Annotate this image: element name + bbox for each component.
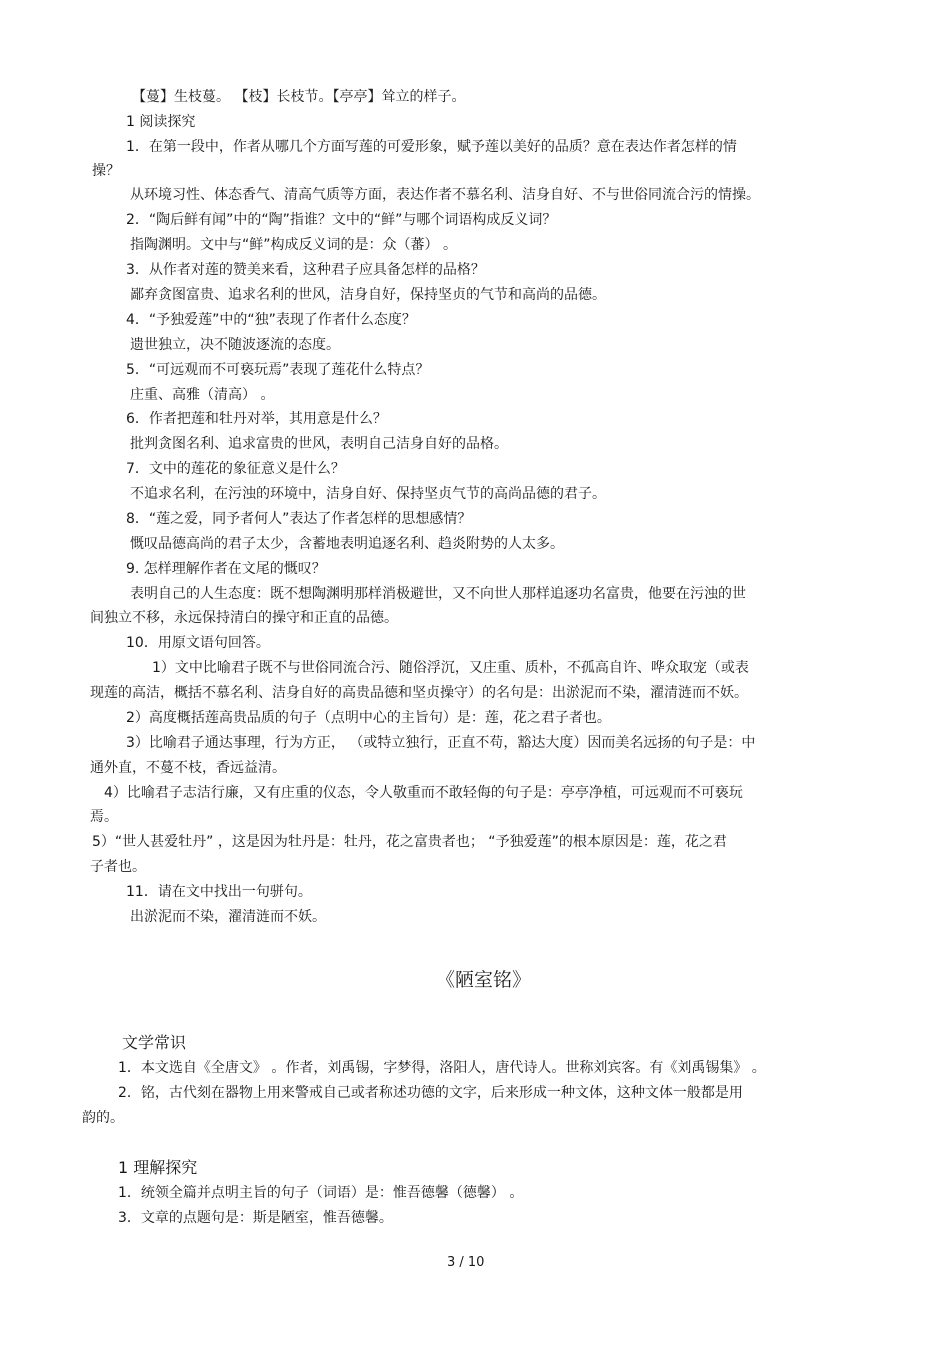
- text-line: 7．文中的莲花的象征意义是什么？: [126, 461, 345, 477]
- section-heading: 1 理解探究: [118, 1158, 198, 1177]
- text-line: 4）比喻君子志洁行廉，又有庄重的仪态，令人敬重而不敢轻侮的句子是：亭亭净植，可远观而不可亵玩: [104, 785, 743, 801]
- text-line: 3）比喻君子通达事理，行为方正， （或特立独行，正直不苟，豁达大度）因而美名远扬的句子是：中: [126, 735, 756, 751]
- text-line: 10．用原文语句回答。: [126, 635, 270, 651]
- section-title: 《陋室铭》: [436, 969, 532, 991]
- section-heading: 文学常识: [122, 1033, 187, 1052]
- text-line: 鄙弃贪图富贵、追求名利的世风，洁身自好，保持坚贞的气节和高尚的品德。: [130, 287, 606, 303]
- text-line: 韵的。: [82, 1110, 124, 1126]
- text-line: 表明自己的人生态度：既不想陶渊明那样消极避世，又不向世人那样追逐功名富贵，他要在污浊的世: [130, 586, 746, 602]
- page-number: 3 / 10: [447, 1255, 485, 1270]
- text-line: 不追求名利，在污浊的环境中，洁身自好、保持坚贞气节的高尚品德的君子。: [130, 486, 606, 502]
- text-line: 5）“世人甚爱牡丹” ，这是因为牡丹是：牡丹，花之富贵者也； “予独爱莲”的根本原因是：莲，花之君: [92, 834, 727, 850]
- text-line: 8．“莲之爱，同予者何人”表达了作者怎样的思想感情？: [126, 511, 472, 527]
- text-line: 1．本文选自《全唐文》 。作者，刘禹锡，字梦得，洛阳人，唐代诗人。世称刘宾客。有《刘禹锡集》 。: [118, 1060, 766, 1076]
- text-line: 3．从作者对莲的赞美来看，这种君子应具备怎样的品格？: [126, 262, 485, 278]
- text-line: 现莲的高洁，概括不慕名利、洁身自好的高贵品德和坚贞操守）的名句是：出淤泥而不染，濯清涟而不妖。: [90, 685, 748, 701]
- text-line: 1．统领全篇并点明主旨的句子（词语）是：惟吾德馨（德馨） 。: [118, 1185, 524, 1201]
- text-line: 2．铭，古代刻在器物上用来警戒自己或者称述功德的文字，后来形成一种文体，这种文体一般都是用: [118, 1085, 743, 1101]
- text-line: 1）文中比喻君子既不与世俗同流合污、随俗浮沉，又庄重、质朴，不孤高自许、哗众取宠（或表: [152, 660, 749, 676]
- text-line: 3．文章的点题句是：斯是陋室，惟吾德馨。: [118, 1210, 393, 1226]
- text-line: 焉。: [90, 809, 118, 825]
- text-line: 指陶渊明。文中与“鲜”构成反义词的是：众（蕃） 。: [130, 237, 457, 253]
- text-line: 5．“可远观而不可亵玩焉”表现了莲花什么特点？: [126, 362, 430, 378]
- text-line: 操？: [92, 163, 120, 179]
- text-line: 通外直，不蔓不枝，香远益清。: [90, 760, 286, 776]
- text-line: 子者也。: [90, 859, 146, 875]
- text-line: 【蔓】生枝蔓。 【枝】长枝节。【亭亭】耸立的样子。: [132, 89, 466, 105]
- text-line: 6．作者把莲和牡丹对举，其用意是什么？: [126, 411, 387, 427]
- text-line: 1 阅读探究: [126, 114, 196, 130]
- text-line: 9. 怎样理解作者在文尾的慨叹？: [126, 561, 326, 577]
- text-line: 11．请在文中找出一句骈句。: [126, 884, 312, 900]
- text-line: 庄重、高雅（清高） 。: [130, 387, 275, 403]
- text-line: 出淤泥而不染，濯清涟而不妖。: [130, 909, 326, 925]
- text-line: 2）高度概括莲高贵品质的句子（点明中心的主旨句）是：莲，花之君子者也。: [126, 710, 611, 726]
- text-line: 4．“予独爱莲”中的“独”表现了作者什么态度？: [126, 312, 416, 328]
- text-line: 从环境习性、体态香气、清高气质等方面，表达作者不慕名利、洁身自好、不与世俗同流合污的情操。: [130, 187, 760, 203]
- text-line: 批判贪图名利、追求富贵的世风，表明自己洁身自好的品格。: [130, 436, 508, 452]
- text-line: 遗世独立，决不随波逐流的态度。: [130, 337, 340, 353]
- text-line: 2．“陶后鲜有闻”中的“陶”指谁？文中的“鲜”与哪个词语构成反义词？: [126, 212, 557, 228]
- text-line: 慨叹品德高尚的君子太少，含蓄地表明追逐名利、趋炎附势的人太多。: [130, 536, 564, 552]
- text-line: 1．在第一段中，作者从哪几个方面写莲的可爱形象，赋予莲以美好的品质？意在表达作者怎样的情: [126, 139, 737, 155]
- text-line: 间独立不移，永远保持清白的操守和正直的品德。: [90, 610, 398, 626]
